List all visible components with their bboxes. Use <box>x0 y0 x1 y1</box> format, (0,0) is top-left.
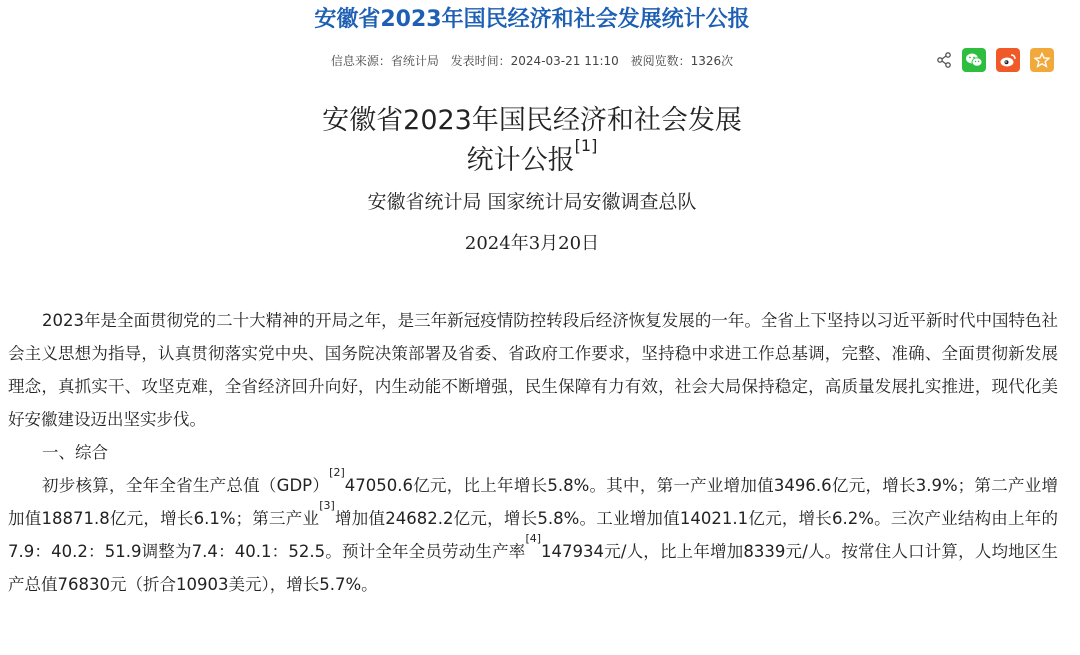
footnote-ref-1[interactable]: [1] <box>574 136 598 155</box>
star-icon[interactable] <box>1030 48 1054 72</box>
document-title-line2-text: 统计公报 <box>466 145 575 176</box>
section-heading: 一、综合 <box>42 443 108 462</box>
article-body <box>8 304 1058 601</box>
wechat-icon[interactable] <box>962 48 986 72</box>
footnote-ref-3[interactable]: [3] <box>319 499 335 512</box>
share-icon[interactable] <box>936 49 952 71</box>
document-title-line2 <box>0 138 1064 177</box>
issuing-organizations: 安徽省统计局 国家统计局安徽调查总队 <box>367 191 697 213</box>
share-bar <box>936 48 1054 72</box>
weibo-icon[interactable] <box>996 48 1020 72</box>
gdp-text-4: 147934元/人，比上年增加8339元/人。按常住人口计算，人均地区生产总值76830元（折合10903美元），增长5.7%。 <box>8 542 1058 594</box>
site-article-title: 安徽省2023年国民经济和社会发展统计公报 <box>314 7 750 32</box>
meta-publish-time: 发表时间：2024-03-21 11:10 <box>450 54 619 68</box>
issue-date: 2024年3月20日 <box>464 233 600 254</box>
document-title-line1: 安徽省2023年国民经济和社会发展 <box>322 105 742 136</box>
gdp-text-1: 初步核算，全年全省生产总值（GDP） <box>42 476 330 495</box>
gdp-paragraph <box>8 466 1058 601</box>
footnote-ref-4[interactable]: [4] <box>525 532 542 545</box>
gdp-text-2: 47050.6亿元，比上年增长5.8%。其中，第一产业增加值3496.6亿元，增长3.9%；第二产业增加值18871.8亿元，增长6.1%；第三产业 <box>8 476 1058 528</box>
footnote-ref-2[interactable]: [2] <box>329 466 345 479</box>
gdp-text-3: 增加值24682.2亿元，增长5.8%。工业增加值14021.1亿元，增长6.2%。三次产业结构由上年的7.9：40.2：51.9调整为7.4：40.1：52.5。预计全年全员劳动生产率 <box>8 509 1058 561</box>
article-meta <box>0 52 1064 69</box>
intro-paragraph: 2023年是全面贯彻党的二十大精神的开局之年，是三年新冠疫情防控转段后经济恢复发展的一年。全省上下坚持以习近平新时代中国特色社会主义思想为指导，认真贯彻落实党中央、国务院决策部署及省委、省政府工作要求，坚持稳中求进工作总基调，完整、准确、全面贯彻新发展理念，真抓实干、攻坚克难，全省经济回升向好，内生动能不断增强，民生保障有力有效，社会大局保持稳定，高质量发展扎实推进，现代化美好安徽建设迈出坚实步伐。 <box>8 311 1058 429</box>
meta-views: 被阅览数：1326次 <box>630 54 734 68</box>
meta-source: 信息来源：省统计局 <box>330 54 439 68</box>
